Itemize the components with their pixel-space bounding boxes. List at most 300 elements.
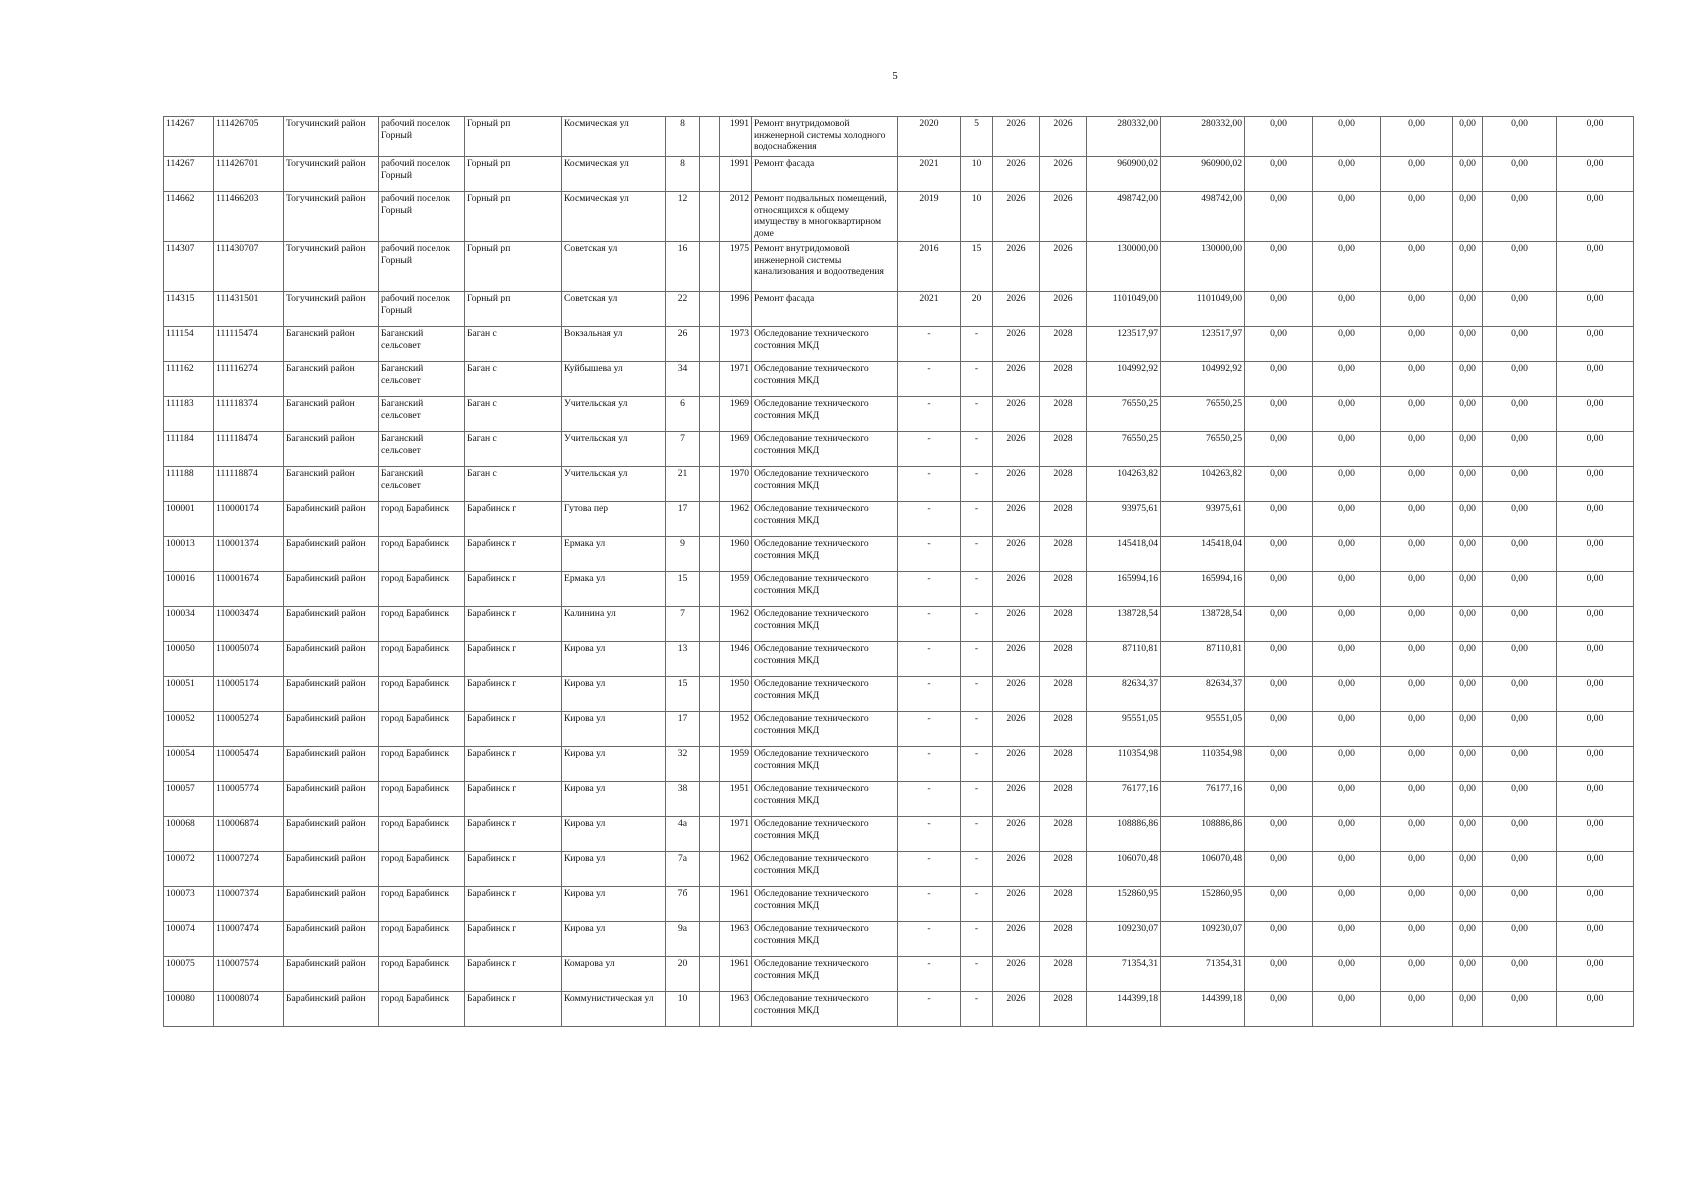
cell-cost-municipal: 0,00 <box>1313 157 1381 192</box>
cell-cost-region: 0,00 <box>1245 712 1313 747</box>
cell-cost-region: 0,00 <box>1245 887 1313 922</box>
cell-house-number: 26 <box>666 327 700 362</box>
cell-plan-end-year: 2028 <box>1040 852 1087 887</box>
cell-house-id: 100001 <box>164 502 214 537</box>
cell-municipality: город Барабинск <box>379 677 465 712</box>
cell-cost-municipal: 0,00 <box>1313 677 1381 712</box>
cell-cost-other: 0,00 <box>1453 852 1483 887</box>
cell-last-repair-year: - <box>898 712 961 747</box>
cell-cost-owners: 165994,16 <box>1161 572 1245 607</box>
cell-cost-region: 0,00 <box>1245 117 1313 157</box>
cell-cost-reserve: 0,00 <box>1557 432 1634 467</box>
cell-cost-federal: 0,00 <box>1381 467 1453 502</box>
cell-cost-other: 0,00 <box>1453 642 1483 677</box>
cell-settlement: Барабинск г <box>465 607 562 642</box>
cell-cost-owners: 93975,61 <box>1161 502 1245 537</box>
cell-work-type: Обследование технического состояния МКД <box>752 397 898 432</box>
cell-cost-municipal: 0,00 <box>1313 992 1381 1027</box>
cell-plan-start-year: 2026 <box>993 992 1040 1027</box>
cell-cost-federal: 0,00 <box>1381 572 1453 607</box>
table-row <box>164 782 1634 817</box>
cell-street: Космическая ул <box>562 117 666 157</box>
cell-cost-reserve: 0,00 <box>1557 852 1634 887</box>
cell-plan-end-year: 2028 <box>1040 432 1087 467</box>
cell-build-year: 1969 <box>720 432 752 467</box>
cell-settlement: Барабинск г <box>465 922 562 957</box>
cell-cost-subsidy: 0,00 <box>1483 327 1557 362</box>
cell-cost-region: 0,00 <box>1245 747 1313 782</box>
cell-service-life: - <box>961 467 993 502</box>
cell-cost-region: 0,00 <box>1245 607 1313 642</box>
cell-plan-end-year: 2028 <box>1040 782 1087 817</box>
cell-plan-start-year: 2026 <box>993 397 1040 432</box>
cell-cost-municipal: 0,00 <box>1313 957 1381 992</box>
cell-work-type: Ремонт внутридомовой инженерной системы холодного водоснабжения <box>752 117 898 157</box>
cell-program-code: 110007474 <box>214 922 284 957</box>
cell-cost-reserve: 0,00 <box>1557 397 1634 432</box>
cell-cost-federal: 0,00 <box>1381 327 1453 362</box>
cell-street: Кирова ул <box>562 852 666 887</box>
cell-last-repair-year: - <box>898 502 961 537</box>
cell-cost-owners: 106070,48 <box>1161 852 1245 887</box>
cell-settlement: Барабинск г <box>465 852 562 887</box>
cell-cost-owners: 138728,54 <box>1161 607 1245 642</box>
cell-work-type: Обследование технического состояния МКД <box>752 537 898 572</box>
cell-cost-subsidy: 0,00 <box>1483 747 1557 782</box>
cell-program-code: 111118374 <box>214 397 284 432</box>
cell-street: Космическая ул <box>562 192 666 242</box>
cell-cost-region: 0,00 <box>1245 922 1313 957</box>
cell-cost-region: 0,00 <box>1245 432 1313 467</box>
cell-total-cost: 1101049,00 <box>1087 292 1161 327</box>
cell-house-number: 15 <box>666 677 700 712</box>
cell-cost-municipal: 0,00 <box>1313 537 1381 572</box>
cell-cost-reserve: 0,00 <box>1557 292 1634 327</box>
cell-work-type: Ремонт подвальных помещений, относящихся к общему имуществу в многоквартирном доме <box>752 192 898 242</box>
cell-house-id: 114307 <box>164 242 214 292</box>
cell-total-cost: 498742,00 <box>1087 192 1161 242</box>
cell-building <box>700 852 720 887</box>
cell-municipality: город Барабинск <box>379 922 465 957</box>
cell-program-code: 111118474 <box>214 432 284 467</box>
cell-house-id: 100068 <box>164 817 214 852</box>
cell-cost-region: 0,00 <box>1245 192 1313 242</box>
cell-program-code: 110008074 <box>214 992 284 1027</box>
cell-build-year: 1961 <box>720 957 752 992</box>
cell-district: Барабинский район <box>284 607 379 642</box>
cell-service-life: - <box>961 362 993 397</box>
cell-plan-end-year: 2028 <box>1040 992 1087 1027</box>
cell-cost-federal: 0,00 <box>1381 677 1453 712</box>
cell-settlement: Барабинск г <box>465 572 562 607</box>
cell-cost-subsidy: 0,00 <box>1483 292 1557 327</box>
cell-cost-region: 0,00 <box>1245 782 1313 817</box>
cell-last-repair-year: - <box>898 957 961 992</box>
cell-service-life: - <box>961 327 993 362</box>
cell-cost-owners: 76177,16 <box>1161 782 1245 817</box>
cell-cost-subsidy: 0,00 <box>1483 957 1557 992</box>
cell-program-code: 110005274 <box>214 712 284 747</box>
cell-cost-federal: 0,00 <box>1381 957 1453 992</box>
cell-house-id: 114267 <box>164 117 214 157</box>
cell-district: Барабинский район <box>284 957 379 992</box>
cell-cost-other: 0,00 <box>1453 887 1483 922</box>
cell-program-code: 111116274 <box>214 362 284 397</box>
cell-house-number: 13 <box>666 642 700 677</box>
table-row <box>164 957 1634 992</box>
cell-last-repair-year: 2016 <box>898 242 961 292</box>
cell-plan-end-year: 2026 <box>1040 192 1087 242</box>
cell-cost-owners: 76550,25 <box>1161 397 1245 432</box>
cell-plan-end-year: 2028 <box>1040 817 1087 852</box>
cell-total-cost: 144399,18 <box>1087 992 1161 1027</box>
cell-cost-other: 0,00 <box>1453 572 1483 607</box>
cell-municipality: рабочий поселок Горный <box>379 157 465 192</box>
cell-cost-reserve: 0,00 <box>1557 607 1634 642</box>
cell-plan-start-year: 2026 <box>993 327 1040 362</box>
cell-street: Учительская ул <box>562 432 666 467</box>
cell-cost-other: 0,00 <box>1453 327 1483 362</box>
cell-plan-start-year: 2026 <box>993 712 1040 747</box>
cell-plan-start-year: 2026 <box>993 192 1040 242</box>
cell-district: Тогучинский район <box>284 192 379 242</box>
cell-plan-end-year: 2028 <box>1040 362 1087 397</box>
cell-build-year: 1952 <box>720 712 752 747</box>
cell-cost-federal: 0,00 <box>1381 887 1453 922</box>
cell-cost-owners: 109230,07 <box>1161 922 1245 957</box>
cell-cost-federal: 0,00 <box>1381 607 1453 642</box>
cell-district: Барабинский район <box>284 642 379 677</box>
cell-municipality: город Барабинск <box>379 957 465 992</box>
cell-street: Ермака ул <box>562 572 666 607</box>
cell-house-id: 100074 <box>164 922 214 957</box>
cell-last-repair-year: - <box>898 782 961 817</box>
cell-district: Тогучинский район <box>284 242 379 292</box>
cell-house-number: 38 <box>666 782 700 817</box>
cell-plan-end-year: 2028 <box>1040 607 1087 642</box>
cell-municipality: город Барабинск <box>379 817 465 852</box>
cell-cost-subsidy: 0,00 <box>1483 817 1557 852</box>
cell-cost-region: 0,00 <box>1245 572 1313 607</box>
cell-plan-start-year: 2026 <box>993 502 1040 537</box>
cell-district: Барабинский район <box>284 537 379 572</box>
cell-house-id: 100072 <box>164 852 214 887</box>
cell-cost-other: 0,00 <box>1453 242 1483 292</box>
cell-cost-region: 0,00 <box>1245 537 1313 572</box>
cell-street: Учительская ул <box>562 467 666 502</box>
cell-settlement: Барабинск г <box>465 642 562 677</box>
cell-cost-owners: 1101049,00 <box>1161 292 1245 327</box>
cell-house-number: 20 <box>666 957 700 992</box>
cell-house-number: 15 <box>666 572 700 607</box>
cell-cost-municipal: 0,00 <box>1313 192 1381 242</box>
cell-settlement: Горный рп <box>465 242 562 292</box>
cell-cost-owners: 130000,00 <box>1161 242 1245 292</box>
cell-work-type: Обследование технического состояния МКД <box>752 747 898 782</box>
cell-cost-owners: 82634,37 <box>1161 677 1245 712</box>
cell-plan-end-year: 2028 <box>1040 677 1087 712</box>
cell-work-type: Обследование технического состояния МКД <box>752 432 898 467</box>
cell-last-repair-year: 2019 <box>898 192 961 242</box>
table-row <box>164 292 1634 327</box>
cell-cost-owners: 76550,25 <box>1161 432 1245 467</box>
cell-cost-other: 0,00 <box>1453 957 1483 992</box>
cell-last-repair-year: - <box>898 397 961 432</box>
cell-last-repair-year: 2020 <box>898 117 961 157</box>
cell-service-life: - <box>961 922 993 957</box>
cell-settlement: Барабинск г <box>465 677 562 712</box>
cell-district: Барабинский район <box>284 782 379 817</box>
cell-plan-start-year: 2026 <box>993 922 1040 957</box>
cell-cost-owners: 110354,98 <box>1161 747 1245 782</box>
cell-plan-end-year: 2028 <box>1040 467 1087 502</box>
cell-plan-end-year: 2028 <box>1040 327 1087 362</box>
cell-build-year: 1971 <box>720 362 752 397</box>
cell-plan-end-year: 2028 <box>1040 922 1087 957</box>
table-row <box>164 467 1634 502</box>
cell-work-type: Ремонт фасада <box>752 157 898 192</box>
cell-district: Тогучинский район <box>284 292 379 327</box>
cell-district: Баганский район <box>284 432 379 467</box>
cell-program-code: 110005174 <box>214 677 284 712</box>
cell-plan-start-year: 2026 <box>993 677 1040 712</box>
cell-total-cost: 110354,98 <box>1087 747 1161 782</box>
cell-plan-end-year: 2028 <box>1040 572 1087 607</box>
cell-program-code: 111115474 <box>214 327 284 362</box>
table-row <box>164 362 1634 397</box>
cell-last-repair-year: 2021 <box>898 157 961 192</box>
cell-municipality: рабочий поселок Горный <box>379 192 465 242</box>
cell-cost-other: 0,00 <box>1453 432 1483 467</box>
cell-cost-owners: 104992,92 <box>1161 362 1245 397</box>
cell-cost-reserve: 0,00 <box>1557 992 1634 1027</box>
cell-house-number: 17 <box>666 502 700 537</box>
cell-total-cost: 138728,54 <box>1087 607 1161 642</box>
cell-building <box>700 887 720 922</box>
cell-cost-federal: 0,00 <box>1381 242 1453 292</box>
table-row <box>164 887 1634 922</box>
cell-building <box>700 192 720 242</box>
cell-cost-owners: 87110,81 <box>1161 642 1245 677</box>
cell-plan-end-year: 2026 <box>1040 242 1087 292</box>
cell-building <box>700 747 720 782</box>
cell-house-number: 22 <box>666 292 700 327</box>
cell-build-year: 1963 <box>720 992 752 1027</box>
cell-house-number: 8 <box>666 157 700 192</box>
cell-cost-region: 0,00 <box>1245 992 1313 1027</box>
cell-build-year: 1951 <box>720 782 752 817</box>
table-row <box>164 397 1634 432</box>
cell-build-year: 1970 <box>720 467 752 502</box>
cell-cost-municipal: 0,00 <box>1313 782 1381 817</box>
cell-plan-end-year: 2028 <box>1040 397 1087 432</box>
cell-district: Барабинский район <box>284 887 379 922</box>
cell-work-type: Обследование технического состояния МКД <box>752 782 898 817</box>
cell-settlement: Барабинск г <box>465 712 562 747</box>
cell-total-cost: 130000,00 <box>1087 242 1161 292</box>
cell-build-year: 1962 <box>720 502 752 537</box>
cell-work-type: Обследование технического состояния МКД <box>752 712 898 747</box>
cell-cost-subsidy: 0,00 <box>1483 852 1557 887</box>
table-row <box>164 852 1634 887</box>
cell-municipality: рабочий поселок Горный <box>379 242 465 292</box>
table-row <box>164 747 1634 782</box>
cell-district: Барабинский район <box>284 712 379 747</box>
cell-cost-subsidy: 0,00 <box>1483 922 1557 957</box>
cell-cost-municipal: 0,00 <box>1313 817 1381 852</box>
cell-house-number: 8 <box>666 117 700 157</box>
cell-service-life: - <box>961 852 993 887</box>
cell-settlement: Барабинск г <box>465 782 562 817</box>
cell-house-id: 111162 <box>164 362 214 397</box>
cell-last-repair-year: - <box>898 992 961 1027</box>
cell-plan-end-year: 2028 <box>1040 642 1087 677</box>
cell-house-id: 114315 <box>164 292 214 327</box>
cell-last-repair-year: - <box>898 677 961 712</box>
cell-total-cost: 109230,07 <box>1087 922 1161 957</box>
cell-cost-reserve: 0,00 <box>1557 117 1634 157</box>
cell-settlement: Барабинск г <box>465 957 562 992</box>
cell-settlement: Барабинск г <box>465 817 562 852</box>
cell-building <box>700 362 720 397</box>
cell-house-number: 4а <box>666 817 700 852</box>
cell-total-cost: 95551,05 <box>1087 712 1161 747</box>
cell-house-number: 10 <box>666 992 700 1027</box>
cell-service-life: - <box>961 607 993 642</box>
cell-last-repair-year: - <box>898 572 961 607</box>
cell-cost-federal: 0,00 <box>1381 712 1453 747</box>
cell-last-repair-year: - <box>898 607 961 642</box>
cell-service-life: 10 <box>961 157 993 192</box>
cell-house-id: 111154 <box>164 327 214 362</box>
cell-cost-owners: 280332,00 <box>1161 117 1245 157</box>
cell-building <box>700 117 720 157</box>
cell-service-life: - <box>961 992 993 1027</box>
cell-settlement: Баган с <box>465 467 562 502</box>
cell-cost-other: 0,00 <box>1453 117 1483 157</box>
cell-work-type: Обследование технического состояния МКД <box>752 467 898 502</box>
cell-cost-other: 0,00 <box>1453 292 1483 327</box>
cell-house-number: 7 <box>666 432 700 467</box>
cell-house-number: 21 <box>666 467 700 502</box>
cell-service-life: - <box>961 572 993 607</box>
cell-municipality: Баганский сельсовет <box>379 432 465 467</box>
cell-plan-start-year: 2026 <box>993 642 1040 677</box>
cell-building <box>700 157 720 192</box>
cell-service-life: - <box>961 677 993 712</box>
cell-house-number: 7 <box>666 607 700 642</box>
cell-district: Барабинский район <box>284 852 379 887</box>
cell-cost-reserve: 0,00 <box>1557 782 1634 817</box>
cell-street: Калинина ул <box>562 607 666 642</box>
cell-cost-municipal: 0,00 <box>1313 887 1381 922</box>
cell-cost-reserve: 0,00 <box>1557 712 1634 747</box>
cell-cost-owners: 498742,00 <box>1161 192 1245 242</box>
cell-municipality: город Барабинск <box>379 642 465 677</box>
table-row <box>164 157 1634 192</box>
cell-total-cost: 106070,48 <box>1087 852 1161 887</box>
cell-municipality: город Барабинск <box>379 607 465 642</box>
cell-program-code: 110007574 <box>214 957 284 992</box>
cell-cost-federal: 0,00 <box>1381 817 1453 852</box>
table-row <box>164 642 1634 677</box>
cell-cost-subsidy: 0,00 <box>1483 117 1557 157</box>
cell-building <box>700 397 720 432</box>
cell-cost-region: 0,00 <box>1245 502 1313 537</box>
cell-municipality: рабочий поселок Горный <box>379 292 465 327</box>
cell-cost-region: 0,00 <box>1245 957 1313 992</box>
cell-last-repair-year: - <box>898 467 961 502</box>
cell-house-number: 7б <box>666 887 700 922</box>
cell-cost-owners: 960900,02 <box>1161 157 1245 192</box>
cell-cost-region: 0,00 <box>1245 292 1313 327</box>
cell-building <box>700 922 720 957</box>
cell-plan-end-year: 2028 <box>1040 887 1087 922</box>
cell-plan-start-year: 2026 <box>993 117 1040 157</box>
cell-building <box>700 327 720 362</box>
cell-last-repair-year: - <box>898 642 961 677</box>
cell-house-id: 100073 <box>164 887 214 922</box>
cell-cost-other: 0,00 <box>1453 362 1483 397</box>
cell-house-id: 100050 <box>164 642 214 677</box>
cell-total-cost: 93975,61 <box>1087 502 1161 537</box>
cell-cost-federal: 0,00 <box>1381 192 1453 242</box>
cell-cost-federal: 0,00 <box>1381 992 1453 1027</box>
cell-district: Баганский район <box>284 327 379 362</box>
cell-cost-reserve: 0,00 <box>1557 957 1634 992</box>
cell-plan-end-year: 2028 <box>1040 712 1087 747</box>
cell-cost-federal: 0,00 <box>1381 537 1453 572</box>
cell-total-cost: 76177,16 <box>1087 782 1161 817</box>
cell-cost-federal: 0,00 <box>1381 782 1453 817</box>
cell-cost-federal: 0,00 <box>1381 642 1453 677</box>
cell-cost-subsidy: 0,00 <box>1483 432 1557 467</box>
cell-program-code: 110000174 <box>214 502 284 537</box>
cell-district: Баганский район <box>284 467 379 502</box>
cell-street: Кирова ул <box>562 747 666 782</box>
cell-last-repair-year: - <box>898 537 961 572</box>
cell-build-year: 1991 <box>720 157 752 192</box>
cell-cost-municipal: 0,00 <box>1313 432 1381 467</box>
cell-work-type: Обследование технического состояния МКД <box>752 502 898 537</box>
table-row <box>164 432 1634 467</box>
cell-district: Барабинский район <box>284 502 379 537</box>
cell-settlement: Горный рп <box>465 117 562 157</box>
cell-cost-reserve: 0,00 <box>1557 642 1634 677</box>
cell-cost-other: 0,00 <box>1453 817 1483 852</box>
cell-street: Советская ул <box>562 242 666 292</box>
cell-street: Советская ул <box>562 292 666 327</box>
cell-cost-subsidy: 0,00 <box>1483 467 1557 502</box>
cell-cost-reserve: 0,00 <box>1557 817 1634 852</box>
cell-cost-federal: 0,00 <box>1381 922 1453 957</box>
cell-cost-owners: 123517,97 <box>1161 327 1245 362</box>
cell-house-id: 100051 <box>164 677 214 712</box>
cell-work-type: Ремонт внутридомовой инженерной системы канализования и водоотведения <box>752 242 898 292</box>
cell-plan-end-year: 2028 <box>1040 747 1087 782</box>
cell-plan-start-year: 2026 <box>993 817 1040 852</box>
cell-cost-other: 0,00 <box>1453 192 1483 242</box>
cell-service-life: - <box>961 957 993 992</box>
cell-house-number: 34 <box>666 362 700 397</box>
cell-cost-region: 0,00 <box>1245 677 1313 712</box>
cell-work-type: Ремонт фасада <box>752 292 898 327</box>
cell-cost-other: 0,00 <box>1453 502 1483 537</box>
cell-plan-start-year: 2026 <box>993 467 1040 502</box>
cell-total-cost: 82634,37 <box>1087 677 1161 712</box>
table-row <box>164 712 1634 747</box>
cell-cost-region: 0,00 <box>1245 817 1313 852</box>
